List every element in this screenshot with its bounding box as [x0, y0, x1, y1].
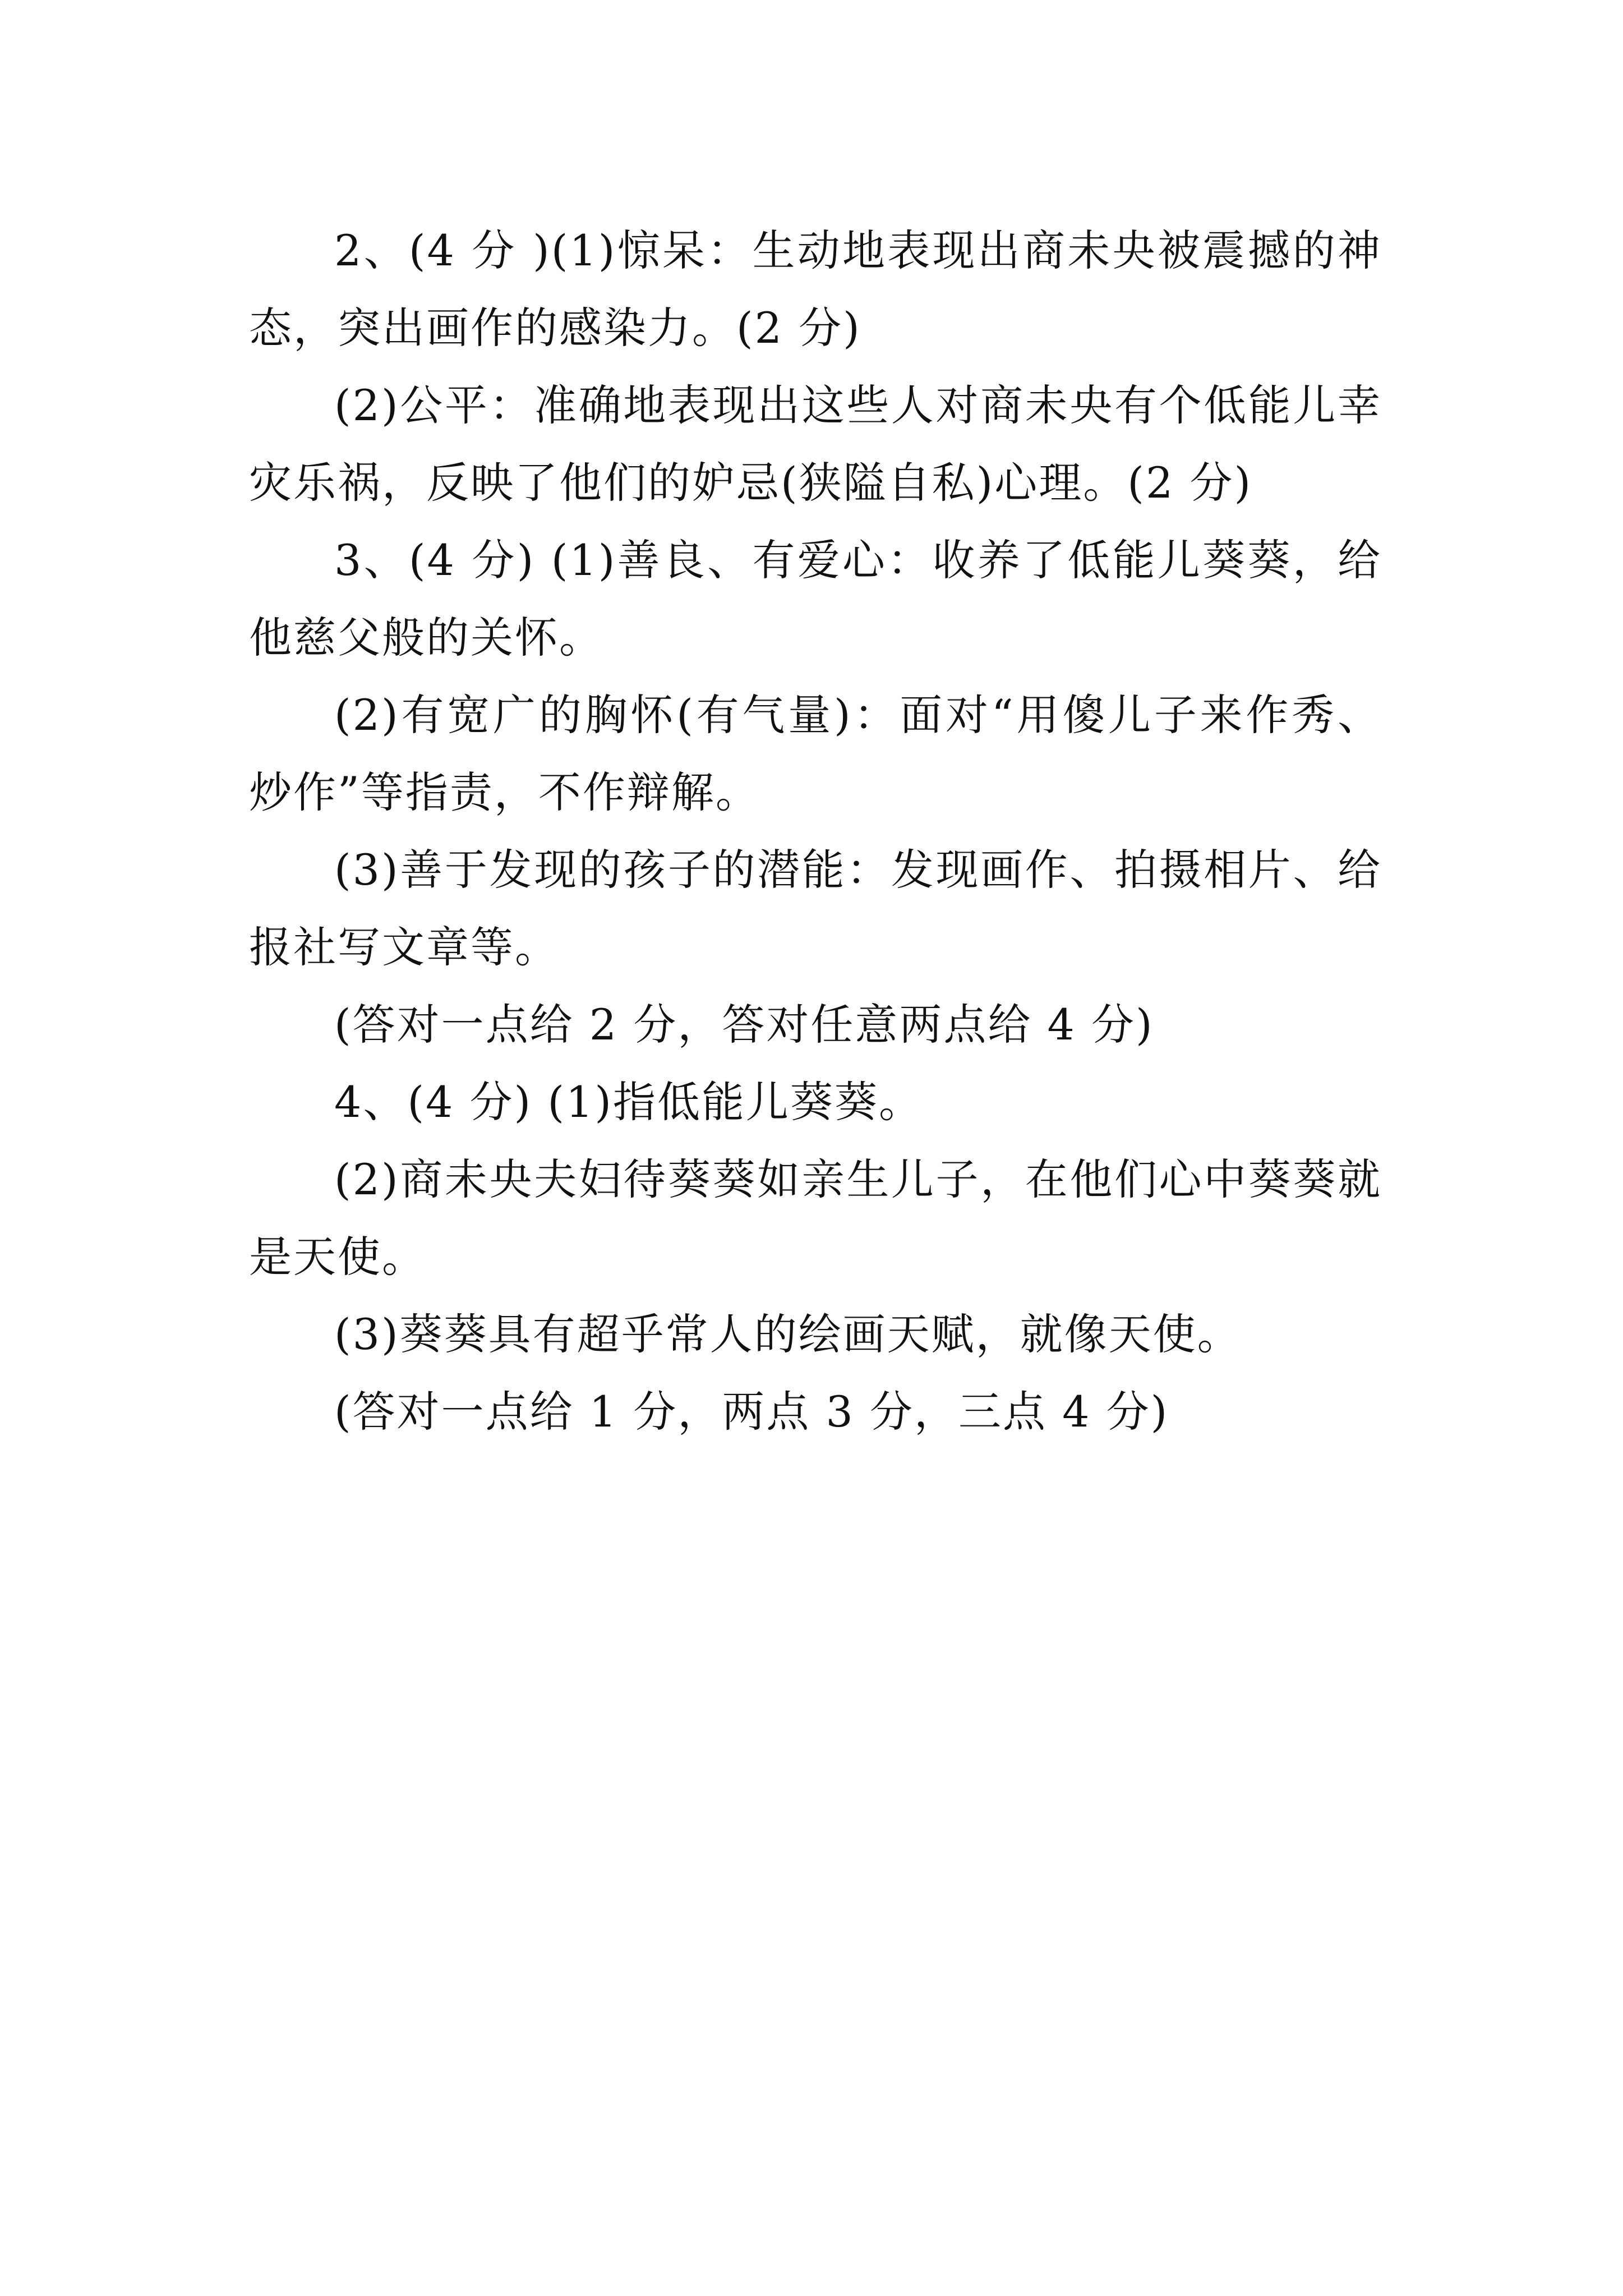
answer-3-part-1: 3、(4 分) (1)善良、有爱心：收养了低能儿葵葵，给他慈父般的关怀。	[249, 535, 1382, 662]
answer-3-part-3: (3)善于发现的孩子的潜能：发现画作、拍摄相片、给报社写文章等。	[249, 845, 1382, 972]
answer-text-block	[249, 212, 1382, 1451]
answer-4-part-1: 4、(4 分) (1)指低能儿葵葵。	[334, 1077, 923, 1127]
answer-4-part-2: (2)商未央夫妇待葵葵如亲生儿子，在他们心中葵葵就是天使。	[249, 1154, 1382, 1282]
answer-4-part-3: (3)葵葵具有超乎常人的绘画天赋，就像天使。	[334, 1309, 1242, 1359]
answer-4-scoring-note: (答对一点给 1 分，两点 3 分，三点 4 分)	[334, 1387, 1169, 1437]
answer-3-scoring-note: (答对一点给 2 分，答对任意两点给 4 分)	[334, 1000, 1154, 1050]
answer-3-part-2: (2)有宽广的胸怀(有气量)：面对“用傻儿子来作秀、炒作”等指责，不作辩解。	[249, 690, 1382, 817]
answer-2-part-1: 2、(4 分 )(1)惊呆：生动地表现出商未央被震撼的神态，突出画作的感染力。(2 分)	[249, 226, 1382, 353]
answer-2-part-2: (2)公平：准确地表现出这些人对商未央有个低能儿幸灾乐祸，反映了他们的妒忌(狭隘自私)心理。(2 分)	[249, 380, 1382, 508]
